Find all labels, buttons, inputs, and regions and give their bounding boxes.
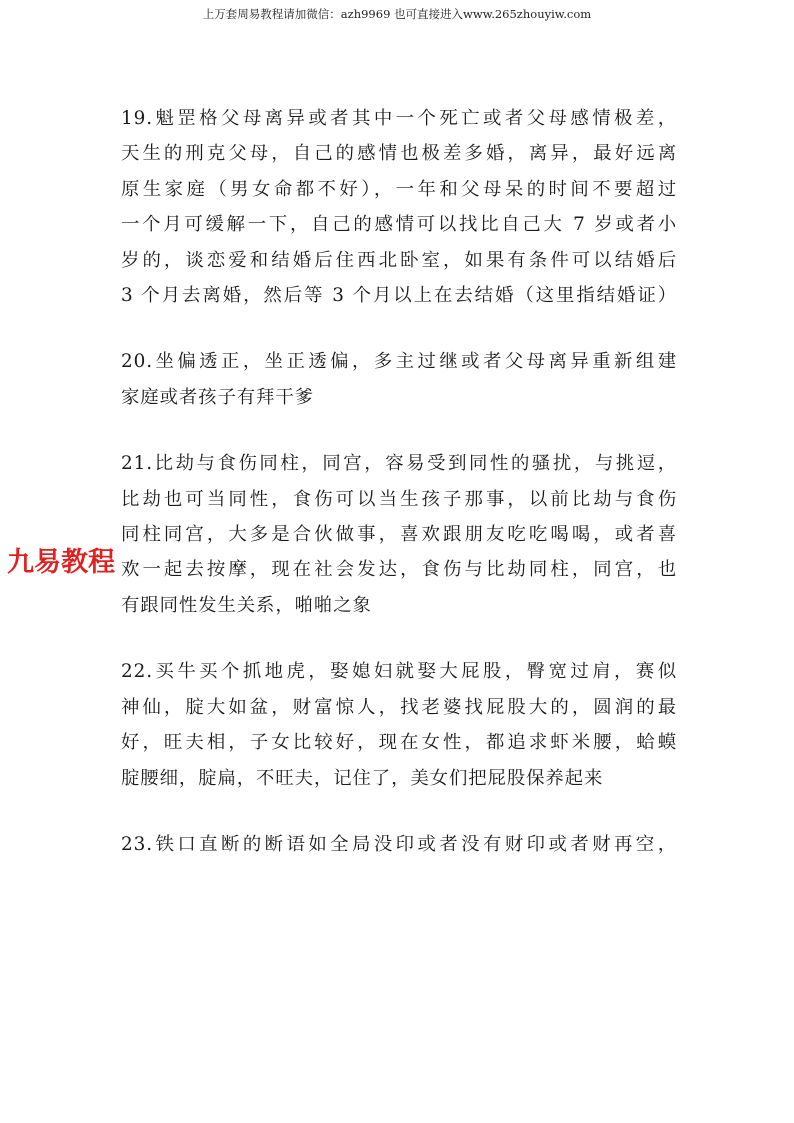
text-line: 21.比劫与食伤同柱，同宫，容易受到同性的骚扰，与挑逗，: [121, 453, 677, 475]
document-body: [121, 101, 677, 893]
text-line: 好，旺夫相，子女比较好，现在女性，都追求虾米腰，蛤蟆: [121, 732, 677, 754]
paragraph-19: [121, 101, 677, 313]
watermark-logo: 九易教程: [7, 547, 115, 578]
text-line: 3 个月去离婚，然后等 3 个月以上在去结婚（这里指结婚证）: [121, 285, 677, 307]
text-line: 同柱同宫，大多是合伙做事，喜欢跟朋友吃吃喝喝，或者喜: [121, 524, 677, 546]
paragraph-23: [121, 827, 677, 862]
text-line: 有跟同性发生关系，啪啪之象: [121, 594, 372, 616]
paragraph-20: [121, 344, 677, 415]
text-line: 腚腰细，腚扁，不旺夫，记住了，美女们把屁股保养起来: [121, 767, 604, 789]
text-line: 19.魁罡格父母离异或者其中一个死亡或者父母感情极差，: [121, 108, 677, 129]
text-line: 岁的，谈恋爱和结婚后住西北卧室，如果有条件可以结婚后: [121, 249, 677, 271]
text-line: 20.坐偏透正，坐正透偏，多主过继或者父母离异重新组建: [121, 351, 677, 373]
text-line: 原生家庭（男女命都不好），一年和父母呆的时间不要超过: [121, 178, 677, 200]
paragraph-21: [121, 446, 677, 623]
text-line: 22.买牛买个抓地虎，娶媳妇就娶大屁股，臀宽过肩，赛似: [121, 661, 677, 683]
text-line: 比劫也可当同性，食伤可以当生孩子那事，以前比劫与食伤: [121, 488, 677, 510]
text-line: 家庭或者孩子有拜干爹: [121, 386, 314, 408]
text-line: 一个月可缓解一下，自己的感情可以找比自己大 7 岁或者小: [121, 214, 677, 236]
paragraph-22: [121, 654, 677, 796]
text-line: 欢一起去按摩，现在社会发达，食伤与比劫同柱，同宫，也: [121, 559, 677, 581]
text-line: 23.铁口直断的断语如全局没印或者没有财印或者财再空，: [121, 833, 677, 855]
text-line: 神仙，腚大如盆，财富惊人，找老婆找屁股大的，圆润的最: [121, 696, 677, 718]
page-header: 上万套周易教程请加微信：azh9969 也可直接进入www.265zhouyiw.com: [202, 7, 592, 21]
text-line: 天生的刑克父母，自己的感情也极差多婚，离异，最好远离: [121, 143, 677, 165]
